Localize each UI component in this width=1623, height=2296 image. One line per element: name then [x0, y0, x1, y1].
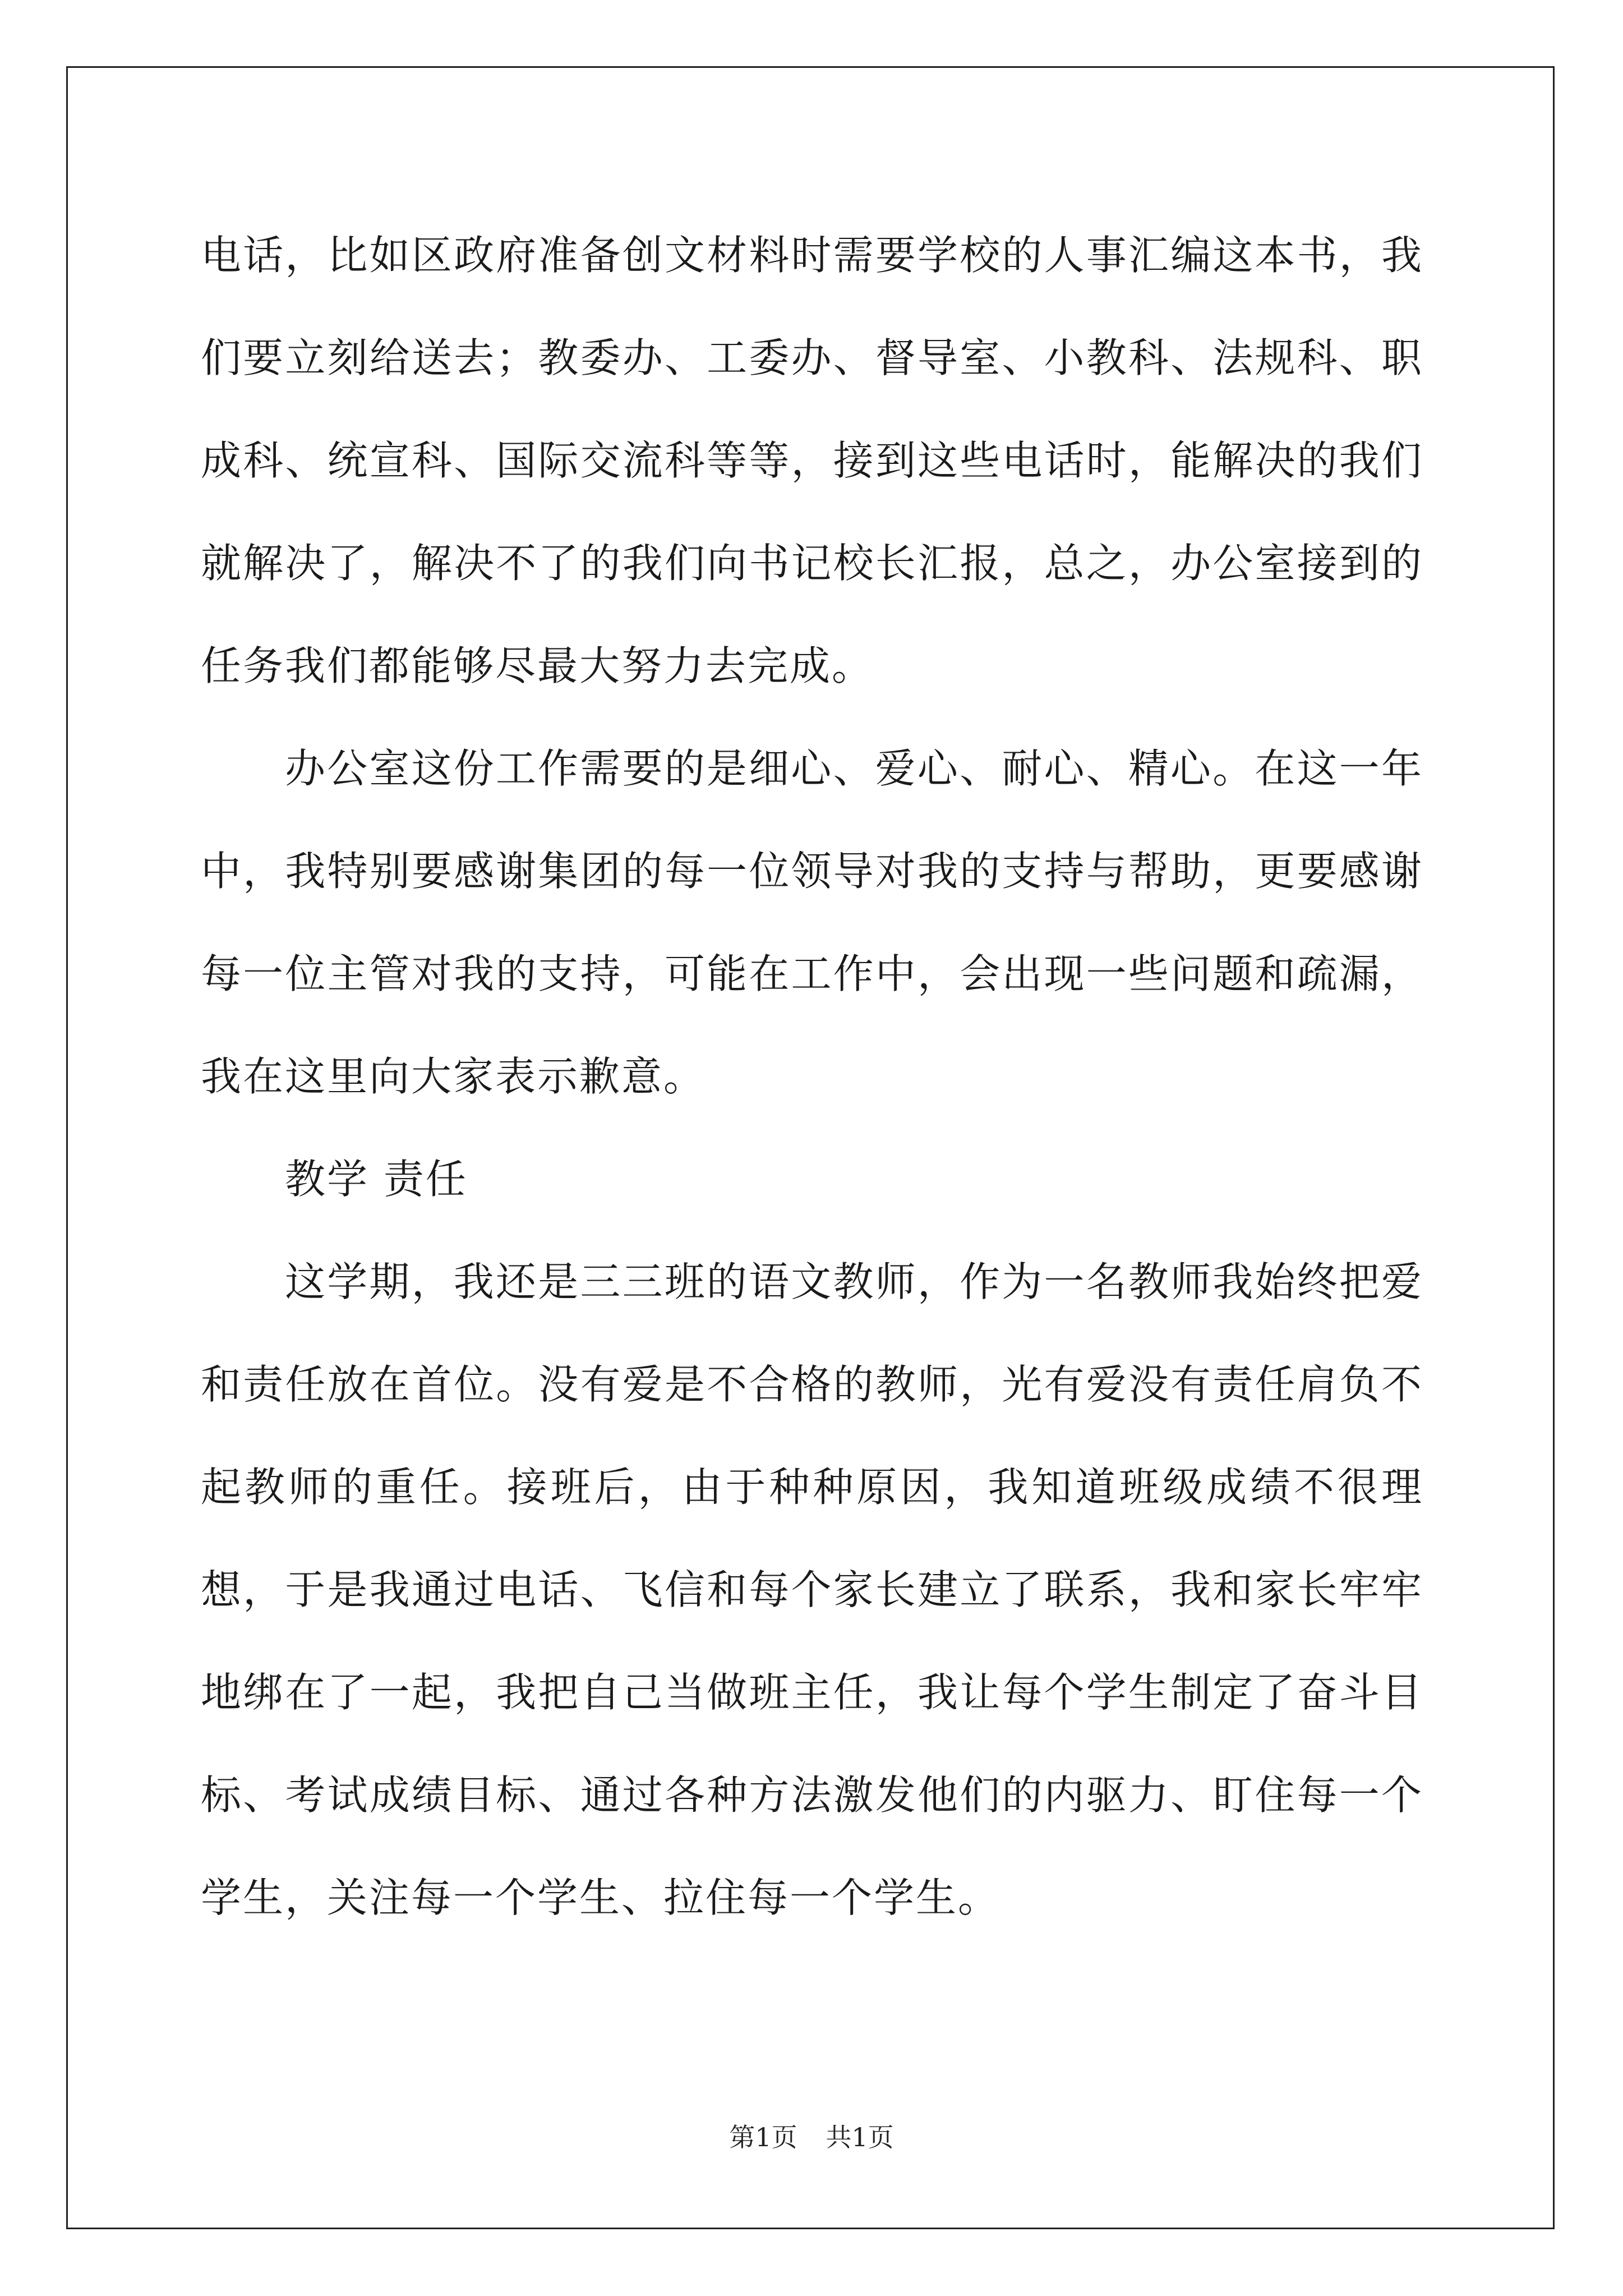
- section-heading: 教学 责任: [285, 1156, 468, 1203]
- paragraph-2: 办公室这份工作需要的是细心、爱心、耐心、精心。在这一年中，我特别要感谢集团的每一位领导对我的支持与帮助，更要感谢每一位主管对我的支持，可能在工作中，会出现一些问题和疏漏，我在这里向大家表示歉意。: [201, 745, 1423, 1100]
- paragraph-1: 电话，比如区政府准备创文材料时需要学校的人事汇编这本书，我们要立刻给送去；教委办、工委办、督导室、小教科、法规科、职成科、统宣科、国际交流科等等，接到这些电话时，能解决的我们就解决了，解决不了的我们向书记校长汇报，总之，办公室接到的任务我们都能够尽最大努力去完成。: [201, 232, 1423, 689]
- paragraph-3: 这学期，我还是三三班的语文教师，作为一名教师我始终把爱和责任放在首位。没有爱是不合格的教师，光有爱没有责任肩负不起教师的重任。接班后，由于种种原因，我知道班级成绩不很理想，于是我通过电话、飞信和每个家长建立了联系，我和家长牢牢地绑在了一起，我把自己当做班主任，我让每个学生制定了奋斗目标、考试成绩目标、通过各种方法激发他们的内驱力、盯住每一个学生，关注每一个学生、拉住每一个学生。: [201, 1258, 1423, 1921]
- page-number: 第1页: [729, 2122, 797, 2152]
- page-footer: [0, 2120, 1623, 2154]
- document-body: [201, 204, 1423, 1949]
- page-total: 共1页: [826, 2122, 894, 2152]
